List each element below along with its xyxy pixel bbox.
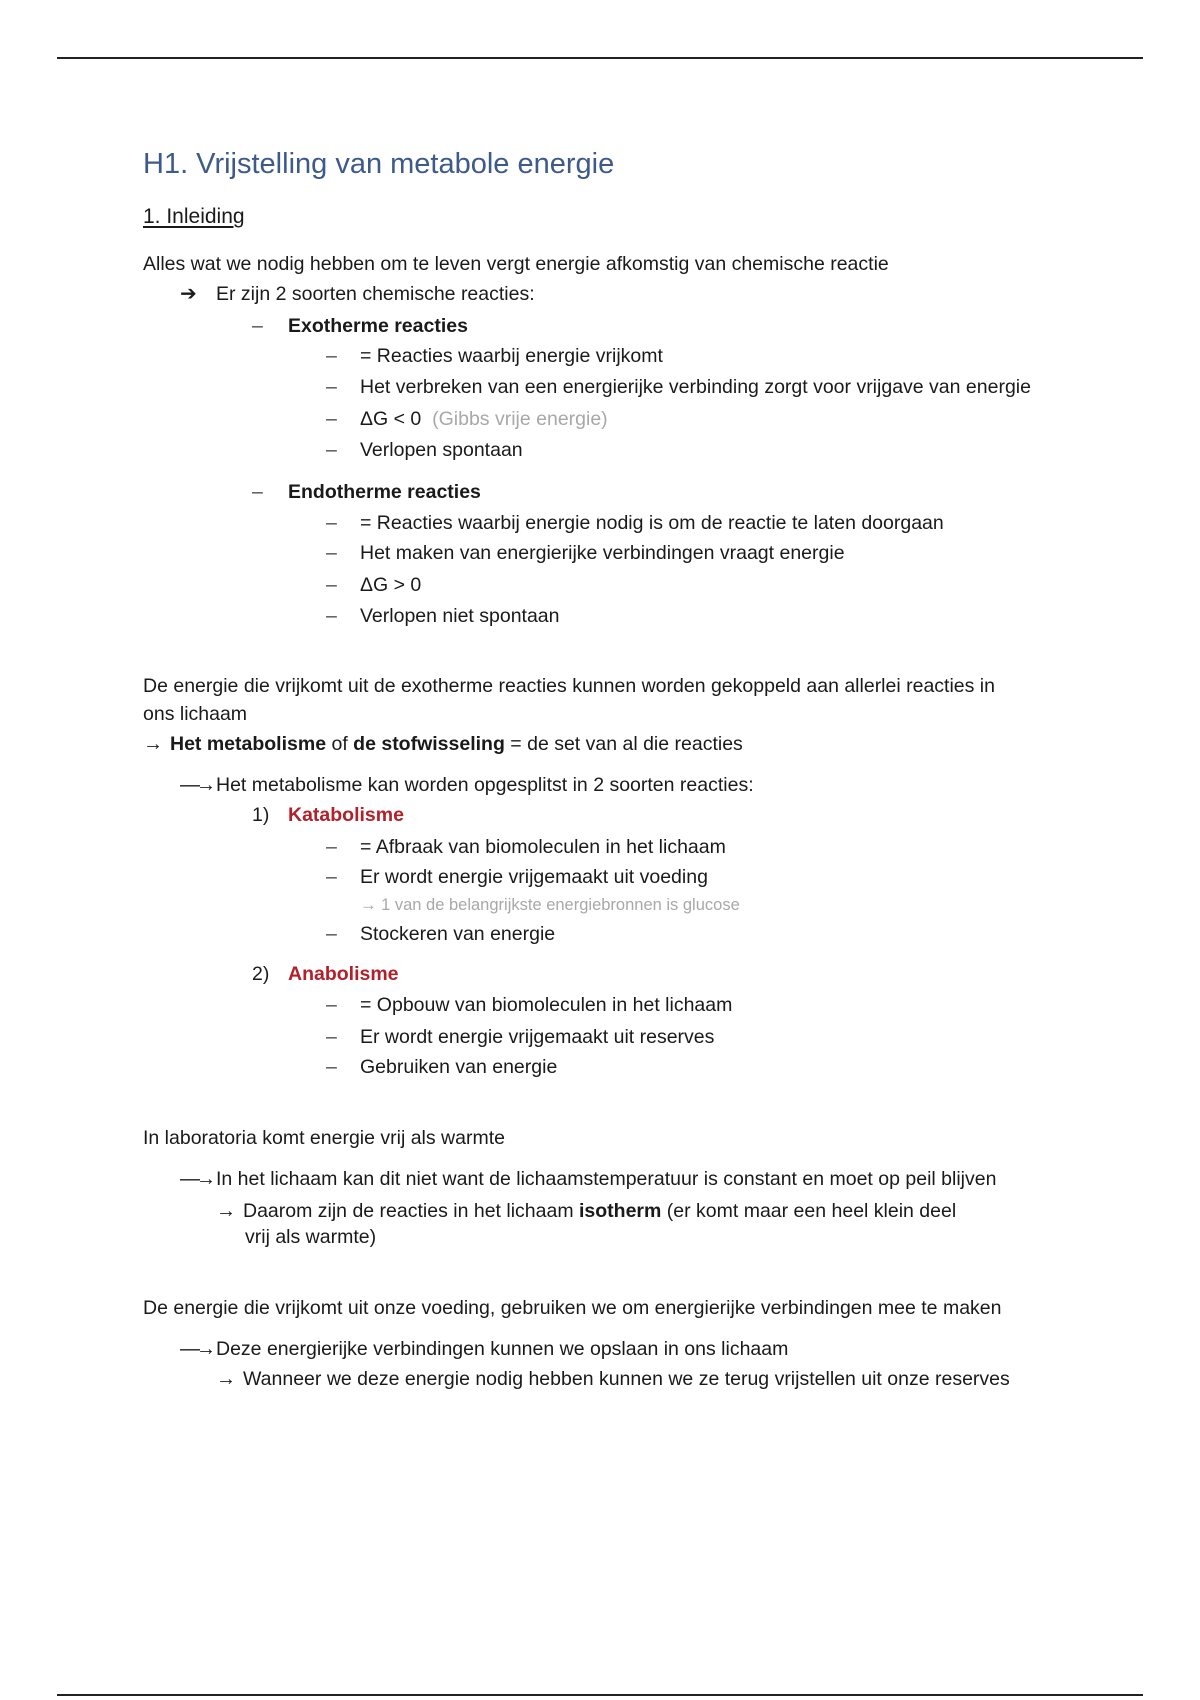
endo-item: = Reacties waarbij energie nodig is om de reactie te laten doorgaan [360, 512, 944, 534]
exo-item: Het verbreken van een energierijke verbinding zorgt voor vrijgave van energie [360, 376, 1031, 398]
term-metabolisme: Het metabolisme [170, 733, 327, 755]
lab-arrow2-post: (er komt maar een heel klein deel [661, 1200, 957, 1222]
dash-icon: – [326, 345, 337, 367]
definition-connector: of [326, 733, 354, 755]
right-arrow-icon: ➔ [180, 283, 197, 305]
ana-item: Gebruiken van energie [360, 1056, 558, 1078]
endo-label: Endotherme reacties [288, 481, 481, 503]
kata-item: Stockeren van energie [360, 923, 556, 945]
storage-sentence: De energie die vrijkomt uit onze voeding, gebruiken we om energierijke verbindingen mee te maken [143, 1297, 1002, 1319]
ana-item: Er wordt energie vrijgemaakt uit reserves [360, 1026, 715, 1048]
definition-rest: = de set van al die reacties [504, 733, 743, 755]
list-number: 2) [252, 963, 270, 985]
anabolisme-label: Anabolisme [288, 963, 399, 985]
dash-icon: – [326, 1056, 337, 1078]
list-number: 1) [252, 804, 270, 826]
dash-icon: – [252, 315, 263, 337]
right-arrow-icon: → [360, 896, 382, 914]
exo-label: Exotherme reacties [288, 315, 468, 337]
exo-item: Verlopen spontaan [360, 439, 523, 461]
dash-icon: – [326, 376, 337, 398]
dash-icon: – [326, 408, 337, 430]
lab-arrow2-line2: vrij als warmte) [245, 1226, 377, 1248]
gibbs-note: (Gibbs vrije energie) [432, 408, 608, 430]
header-rule [57, 57, 1143, 59]
dash-icon: – [326, 605, 337, 627]
long-arrow-icon: —→ [180, 774, 212, 796]
footer-rule [57, 1694, 1143, 1696]
section-heading: 1. Inleiding [143, 205, 245, 228]
dash-icon: – [326, 574, 337, 596]
ana-item: = Opbouw van biomoleculen in het lichaam [360, 994, 733, 1016]
long-arrow-icon: —→ [180, 1168, 212, 1190]
lab-arrow2-pre: Daarom zijn de reacties in het lichaam [243, 1200, 579, 1222]
dash-icon: – [252, 481, 263, 503]
dash-icon: – [326, 923, 337, 945]
dash-icon: – [326, 542, 337, 564]
metabolism-paragraph-line1: De energie die vrijkomt uit de exotherme reacties kunnen worden gekoppeld aan allerlei reacties in [143, 675, 995, 697]
long-arrow-icon: —→ [180, 1338, 212, 1360]
dash-icon: – [326, 994, 337, 1016]
kata-item: = Afbraak van biomoleculen in het lichaam [360, 836, 726, 858]
dash-icon: – [326, 866, 337, 888]
kata-item: Er wordt energie vrijgemaakt uit voeding [360, 866, 708, 888]
metabolism-split-text: Het metabolisme kan worden opgesplitst in 2 soorten reacties: [216, 774, 754, 796]
endo-item: Verlopen niet spontaan [360, 605, 560, 627]
lab-arrow1: In het lichaam kan dit niet want de lichaamstemperatuur is constant en moet op peil blijven [216, 1168, 997, 1190]
dash-icon: – [326, 439, 337, 461]
lab-arrow2 [243, 1199, 956, 1223]
exo-item [360, 407, 608, 431]
intro-sentence: Alles wat we nodig hebben om te leven vergt energie afkomstig van chemische reactie [143, 253, 889, 275]
kata-note-text: 1 van de belangrijkste energiebronnen is glucose [381, 896, 740, 914]
metabolism-paragraph-line2: ons lichaam [143, 703, 248, 725]
metabolism-definition [170, 732, 743, 756]
page-title: H1. Vrijstelling van metabole energie [143, 148, 615, 180]
lab-sentence: In laboratoria komt energie vrij als warmte [143, 1127, 505, 1149]
dash-icon: – [326, 512, 337, 534]
dash-icon: – [326, 1026, 337, 1048]
term-isotherm: isotherm [579, 1200, 662, 1222]
storage-arrow2: Wanneer we deze energie nodig hebben kunnen we ze terug vrijstellen uit onze reserves [243, 1368, 1010, 1390]
term-stofwisseling: de stofwisseling [353, 733, 505, 755]
endo-item: ΔG > 0 [360, 574, 422, 596]
right-arrow-icon: → [143, 733, 163, 755]
right-arrow-icon: → [216, 1200, 236, 1222]
katabolisme-label: Katabolisme [288, 804, 404, 826]
storage-arrow1: Deze energierijke verbindingen kunnen we opslaan in ons lichaam [216, 1338, 789, 1360]
delta-g-negative: ΔG < 0 [360, 408, 422, 430]
dash-icon: – [326, 836, 337, 858]
intro-arrow-text: Er zijn 2 soorten chemische reacties: [216, 283, 535, 305]
exo-item: = Reacties waarbij energie vrijkomt [360, 345, 663, 367]
right-arrow-icon: → [216, 1368, 236, 1390]
endo-item: Het maken van energierijke verbindingen vraagt energie [360, 542, 845, 564]
kata-note [360, 893, 740, 917]
